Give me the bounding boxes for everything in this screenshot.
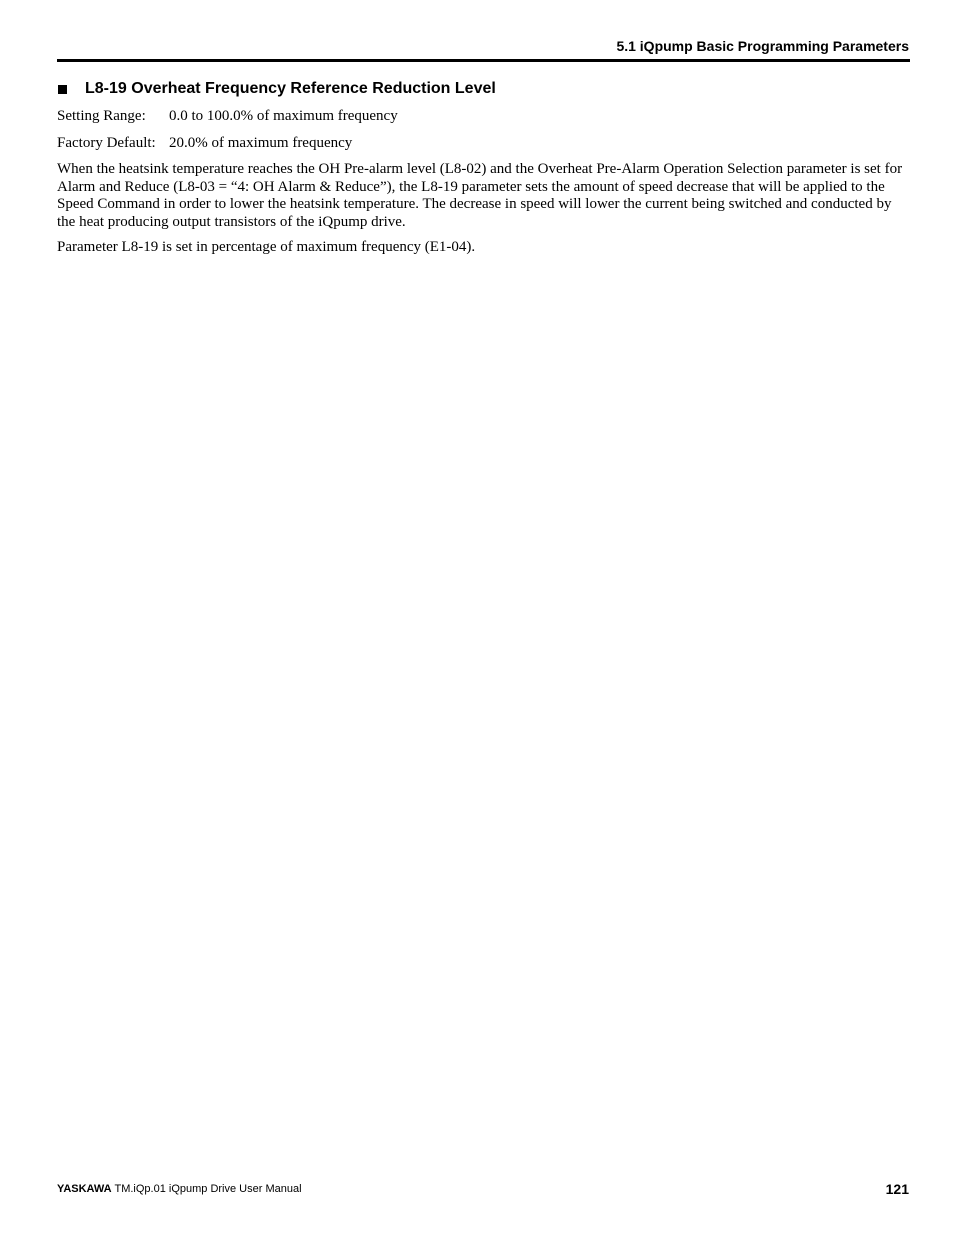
- factory-default-value: 20.0% of maximum frequency: [169, 135, 353, 151]
- setting-range-label: Setting Range:: [57, 108, 146, 124]
- footer-brand: YASKAWA: [57, 1183, 112, 1195]
- square-bullet-icon: [58, 85, 67, 94]
- page-number: 121: [885, 1181, 909, 1197]
- page-header-title: 5.1 iQpump Basic Programming Parameters: [616, 38, 909, 54]
- header-divider: [57, 59, 910, 62]
- section-heading: [57, 80, 496, 98]
- description-paragraph: When the heatsink temperature reaches the OH Pre-alarm level (L8-02) and the Overheat Pre-Alarm Operation Selection parameter is set for Alarm and Reduce (L8-03 = “4: OH Alarm & Reduce”), the L8-19 parameter sets the amount of speed decrease that will be applied to the Speed Command in order to lower the heatsink temperature. The decrease in speed will lower the current being switched and conducted by the heat producing output transistors of the iQpump drive.: [57, 161, 903, 230]
- factory-default-row: [57, 135, 352, 152]
- setting-range-row: [57, 108, 398, 125]
- footer-manual-title: TM.iQp.01 iQpump Drive User Manual: [114, 1183, 302, 1195]
- unit-note-paragraph: Parameter L8-19 is set in percentage of maximum frequency (E1-04).: [57, 239, 476, 255]
- page-footer: [57, 1183, 302, 1195]
- factory-default-label: Factory Default:: [57, 135, 156, 151]
- setting-range-value: 0.0 to 100.0% of maximum frequency: [169, 108, 398, 124]
- section-heading-text: L8-19 Overheat Frequency Reference Reduction Level: [85, 80, 496, 97]
